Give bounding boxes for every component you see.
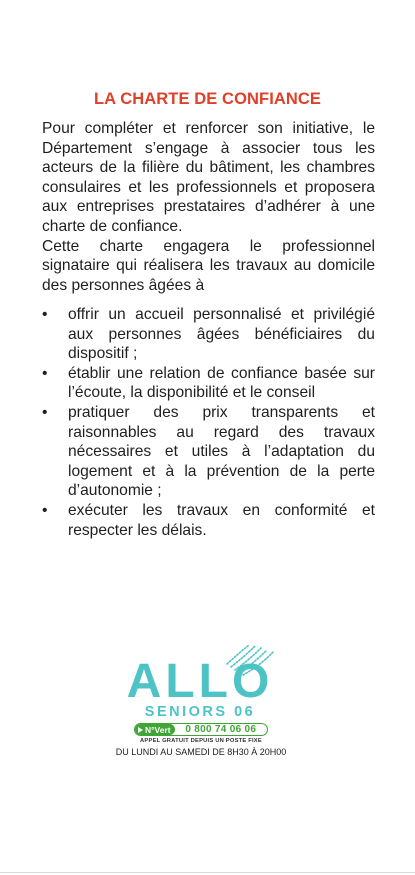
logo-subtitle: SENIORS 06: [144, 704, 256, 720]
free-call-notice: APPEL GRATUIT DEPUIS UN POSTE FIXE: [140, 738, 262, 744]
bullet-marker: •: [42, 403, 48, 421]
opening-hours: DU LUNDI AU SAMEDI DE 8H30 À 20H00: [115, 747, 287, 757]
bottom-divider: [0, 872, 415, 873]
list-item: [42, 364, 375, 403]
numero-vert-badge: [134, 723, 268, 736]
numero-vert-label: [135, 724, 175, 735]
list-item: [42, 403, 375, 501]
commitments-list: [42, 305, 375, 540]
play-arrow-icon: [138, 727, 143, 733]
page-title: LA CHARTE DE CONFIANCE: [93, 90, 322, 108]
list-item: [42, 501, 375, 540]
numero-vert-text: N°Vert: [145, 724, 171, 735]
allo-seniors-logo: [0, 640, 415, 770]
intro-paragraph-1: Pour compléter et renforcer son initiative, le Département s’engage à associer tous les acteurs de la filière du bâtiment, les chambres consulaires et les professionnels et proposera aux entreprises prestataires d’adhérer à une charte de confiance.: [42, 120, 375, 235]
list-item-text: exécuter les travaux en conformité et respecter les délais.: [68, 501, 375, 539]
bullet-marker: •: [42, 364, 48, 382]
bullet-marker: •: [42, 501, 48, 519]
intro-paragraph-2: Cette charte engagera le professionnel signataire qui réalisera les travaux au domicile des personnes âgées à: [42, 237, 375, 294]
logo-wordmark: ALLO: [126, 655, 274, 708]
list-item-text: établir une relation de confiance basée sur l’écoute, la disponibilité et le conseil: [68, 364, 375, 402]
list-item-text: offrir un accueil personnalisé et privilégié aux personnes âgées bénéficiaires du dispositif ;: [68, 306, 375, 363]
list-item: [42, 305, 375, 364]
bullet-marker: •: [42, 306, 48, 323]
phone-number: 0 800 74 06 06: [185, 724, 257, 735]
intro-text: [42, 119, 375, 295]
list-item-text: pratiquer des prix transparents et raisonnables au regard des travaux nécessaires et utiles à l’adaptation du logement et à la prévention de la perte d’autonomie ;: [68, 403, 375, 500]
